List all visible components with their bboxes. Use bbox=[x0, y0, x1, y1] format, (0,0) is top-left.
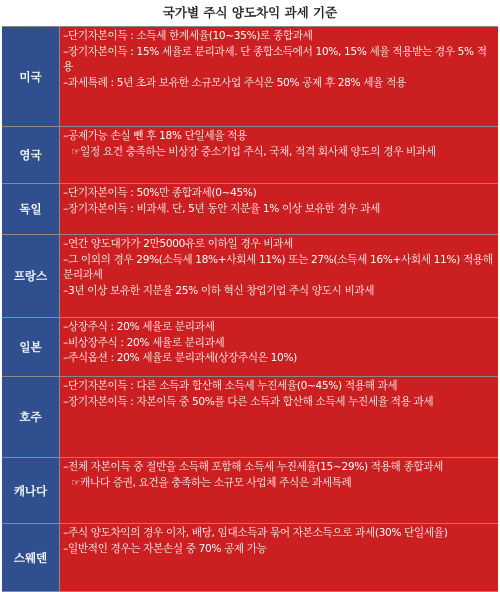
content-line: –장기자본이득 : 비과세. 단, 5년 동안 지분율 1% 이상 보유한 경우 과세 bbox=[63, 202, 380, 215]
content-line: ☞캐나다 증권, 요건을 충족하는 소규모 사업체 주식은 과세특례 bbox=[71, 476, 352, 489]
content-line: –장기자본이득 : 15% 세율로 분리과세. 단 종합소득에서 10%, 15% 세율 적용받는 경우 5% 적용 bbox=[63, 45, 487, 74]
country-label: 영국 bbox=[2, 127, 60, 183]
table-row-france bbox=[2, 235, 498, 318]
country-label: 호주 bbox=[2, 377, 60, 457]
content-line: –3년 이상 보유한 지분율 25% 이하 혁신 창업기업 주식 양도시 비과세 bbox=[63, 284, 375, 297]
table-row-japan bbox=[2, 318, 498, 377]
country-label: 프랑스 bbox=[2, 235, 60, 317]
tax-comparison-table bbox=[2, 26, 498, 592]
content-line: –비상장주식 : 20% 세율로 분리과세 bbox=[63, 336, 225, 349]
table-row-sweden bbox=[2, 524, 498, 592]
content-line: –과세특례 : 5년 초과 보유한 소규모사업 주식은 50% 공제 후 28% 세율 적용 bbox=[63, 76, 406, 89]
content-line: –일반적인 경우는 자본손실 중 70% 공제 가능 bbox=[63, 542, 267, 555]
table-row-usa bbox=[2, 27, 498, 127]
country-label: 일본 bbox=[2, 318, 60, 376]
country-label: 스웨덴 bbox=[2, 524, 60, 591]
content-line: –상장주식 : 20% 세율로 분리과세 bbox=[63, 321, 215, 333]
row-content bbox=[60, 524, 498, 591]
content-line: –공제가능 손실 뺀 후 18% 단일세율 적용 bbox=[63, 130, 247, 142]
page-title: 국가별 주식 양도차익 과세 기준 bbox=[162, 5, 338, 20]
row-content bbox=[60, 127, 498, 183]
content-line: –그 이외의 경우 29%(소득세 18%+사회세 11%) 또는 27%(소득세 16%+사회세 11%) 적용해 분리과세 bbox=[63, 253, 496, 282]
content-line: –단기자본이득 : 소득세 한계세율(10~35%)로 종합과세 bbox=[63, 30, 313, 42]
content-line: –연간 양도대가가 2만5000유로 이하일 경우 비과세 bbox=[63, 238, 293, 250]
table-row-germany bbox=[2, 184, 498, 235]
country-label: 캐나다 bbox=[2, 458, 60, 523]
row-content bbox=[60, 27, 498, 126]
row-content bbox=[60, 458, 498, 523]
row-content bbox=[60, 184, 498, 234]
content-line: –단기자본이득 : 50%만 종합과세(0~45%) bbox=[63, 187, 257, 199]
table-row-uk bbox=[2, 127, 498, 184]
row-content bbox=[60, 235, 498, 317]
content-line: –주식 양도차익의 경우 이자, 배당, 임대소득과 묶어 자본소득으로 과세(30% 단일세율) bbox=[63, 527, 448, 539]
row-content bbox=[60, 318, 498, 376]
row-content bbox=[60, 377, 498, 457]
country-label: 미국 bbox=[2, 27, 60, 126]
country-label: 독일 bbox=[2, 184, 60, 234]
content-line: –주식옵션 : 20% 세율로 분리과세(상장주식은 10%) bbox=[63, 352, 297, 365]
content-line: –단기자본이득 : 다른 소득과 합산해 소득세 누진세율(0~45%) 적용해 과세 bbox=[63, 380, 398, 392]
table-row-canada bbox=[2, 458, 498, 524]
content-line: –장기자본이득 : 자본이득 중 50%를 다른 소득과 합산해 소득세 누진세율 적용 과세 bbox=[63, 395, 434, 408]
content-line: ☞일정 요건 충족하는 비상장 중소기업 주식, 국채, 적격 회사채 양도의 경우 비과세 bbox=[71, 145, 436, 158]
table-row-australia bbox=[2, 377, 498, 458]
content-line: –전체 자본이득 중 절반을 소득해 포함해 소득세 누진세율(15~29%) 적용해 종합과세 bbox=[63, 461, 443, 473]
